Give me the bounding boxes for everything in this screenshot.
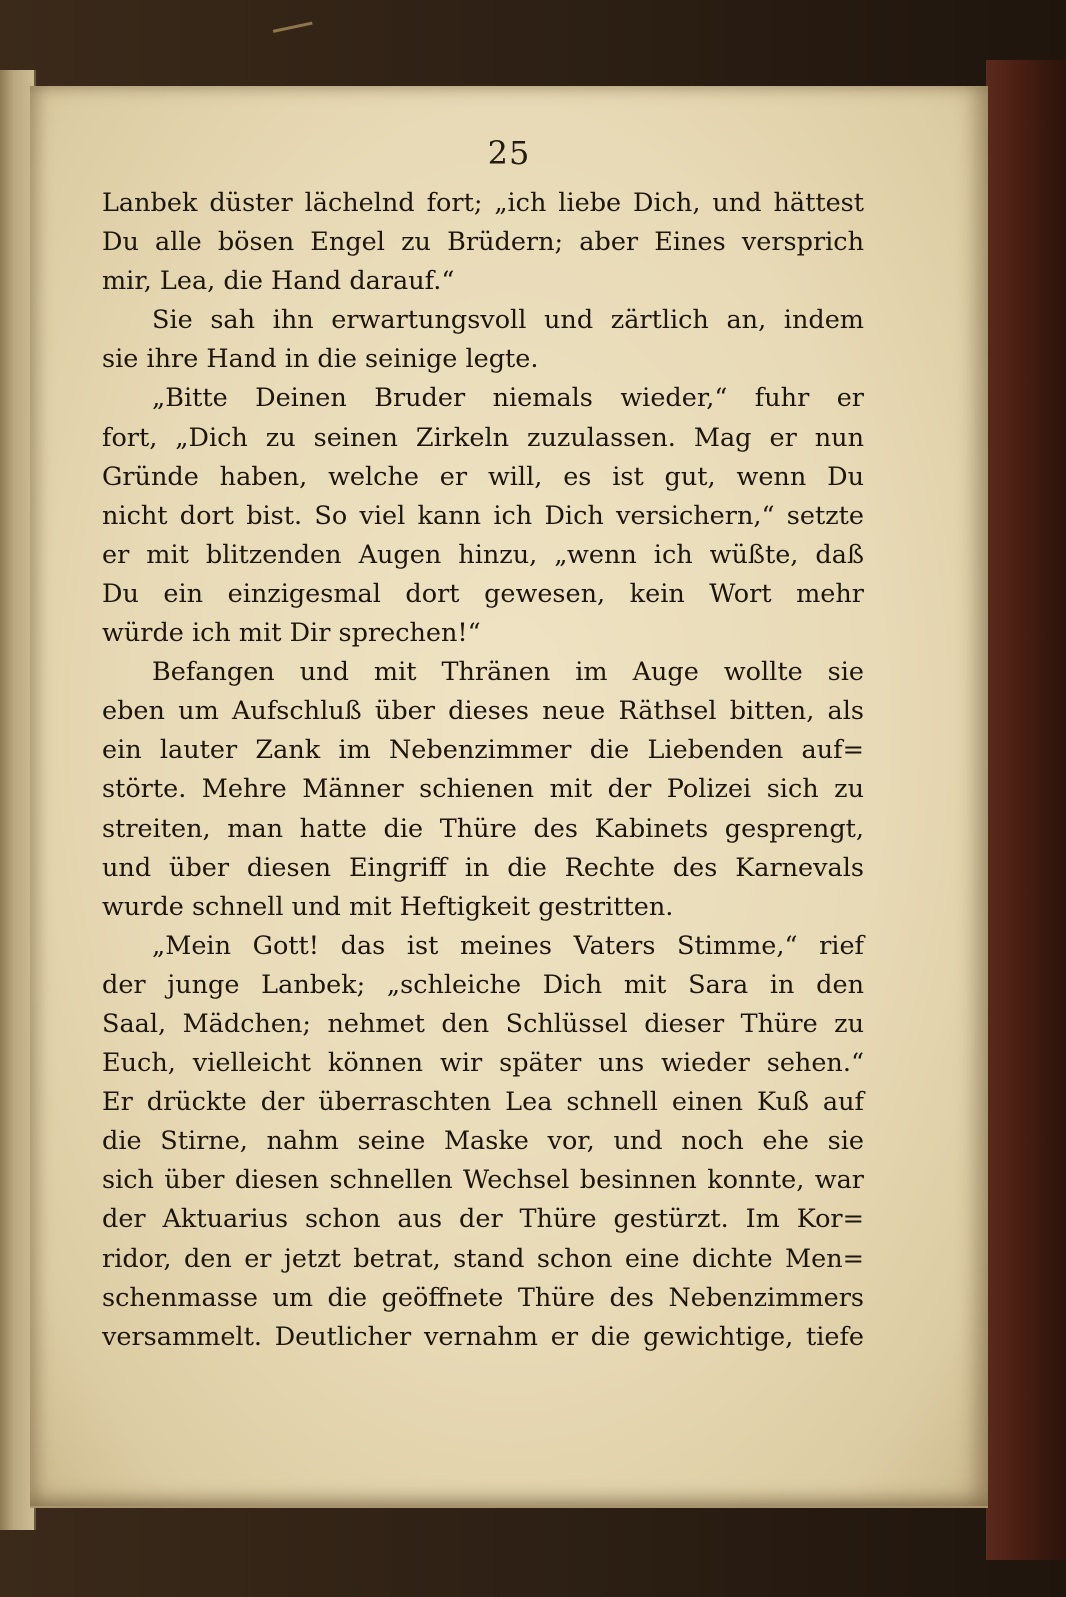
text-line: wurde schnell und mit Heftigkeit gestritten.: [102, 891, 674, 922]
text-line: „Bitte Deinen Bruder niemals wieder,“ fuhr er: [152, 383, 864, 414]
text-line: Du alle bösen Engel zu Brüdern; aber Eines versprich: [102, 227, 864, 258]
text-line: Er drückte der überraschten Lea schnell einen Kuß auf: [102, 1087, 864, 1118]
text-line: Befangen und mit Thränen im Auge wollte sie: [152, 657, 864, 688]
text-line: sie ihre Hand in die seinige legte.: [102, 344, 539, 375]
page-number: 25: [487, 134, 531, 172]
text-line: er mit blitzenden Augen hinzu, „wenn ich wüßte, daß: [102, 539, 864, 570]
text-line: nicht dort bist. So viel kann ich Dich versichern,“ setzte: [102, 500, 864, 531]
text-line: Gründe haben, welche er will, es ist gut, wenn Du: [102, 461, 864, 492]
text-line: der junge Lanbek; „schleiche Dich mit Sara in den: [102, 969, 864, 1000]
text-line: „Mein Gott! das ist meines Vaters Stimme,“ rief: [152, 930, 864, 961]
book-cover-edge: [986, 60, 1066, 1560]
text-line: Lanbek düster lächelnd fort; „ich liebe Dich, und hättest: [102, 188, 864, 218]
book-page: [30, 86, 988, 1508]
text-line: Sie sah ihn erwartungsvoll und zärtlich an, indem: [152, 305, 864, 336]
text-line: störte. Mehre Männer schienen mit der Polizei sich zu: [102, 774, 864, 805]
text-line: fort, „Dich zu seinen Zirkeln zuzulassen. Mag er nun: [102, 422, 864, 453]
text-line: Euch, vielleicht können wir später uns wieder sehen.“: [102, 1048, 864, 1079]
text-line: schenmasse um die geöffnete Thüre des Nebenzimmers: [102, 1282, 864, 1313]
text-line: streiten, man hatte die Thüre des Kabinets gesprengt,: [102, 813, 864, 844]
text-line: versammelt. Deutlicher vernahm er die gewichtige, tiefe: [102, 1321, 864, 1352]
text-line: Saal, Mädchen; nehmet den Schlüssel dieser Thüre zu: [102, 1008, 864, 1039]
text-line: der Aktuarius schon aus der Thüre gestürzt. Im Kor=: [102, 1204, 864, 1235]
text-line: sich über diesen schnellen Wechsel besinnen konnte, war: [102, 1165, 864, 1196]
text-line: die Stirne, nahm seine Maske vor, und noch ehe sie: [102, 1126, 864, 1157]
text-line: Du ein einzigesmal dort gewesen, kein Wort mehr: [102, 578, 864, 609]
torn-paper-scrap: [267, 0, 312, 33]
text-line: ridor, den er jetzt betrat, stand schon eine dichte Men=: [102, 1243, 864, 1274]
text-line: ein lauter Zank im Nebenzimmer die Liebenden auf=: [102, 735, 864, 766]
text-line: mir, Lea, die Hand darauf.“: [102, 266, 455, 297]
text-line: eben um Aufschluß über dieses neue Räthsel bitten, als: [102, 696, 864, 727]
page-text: [102, 184, 864, 1357]
text-line: würde ich mit Dir sprechen!“: [102, 618, 481, 649]
text-line: und über diesen Eingriff in die Rechte des Karnevals: [102, 852, 864, 883]
